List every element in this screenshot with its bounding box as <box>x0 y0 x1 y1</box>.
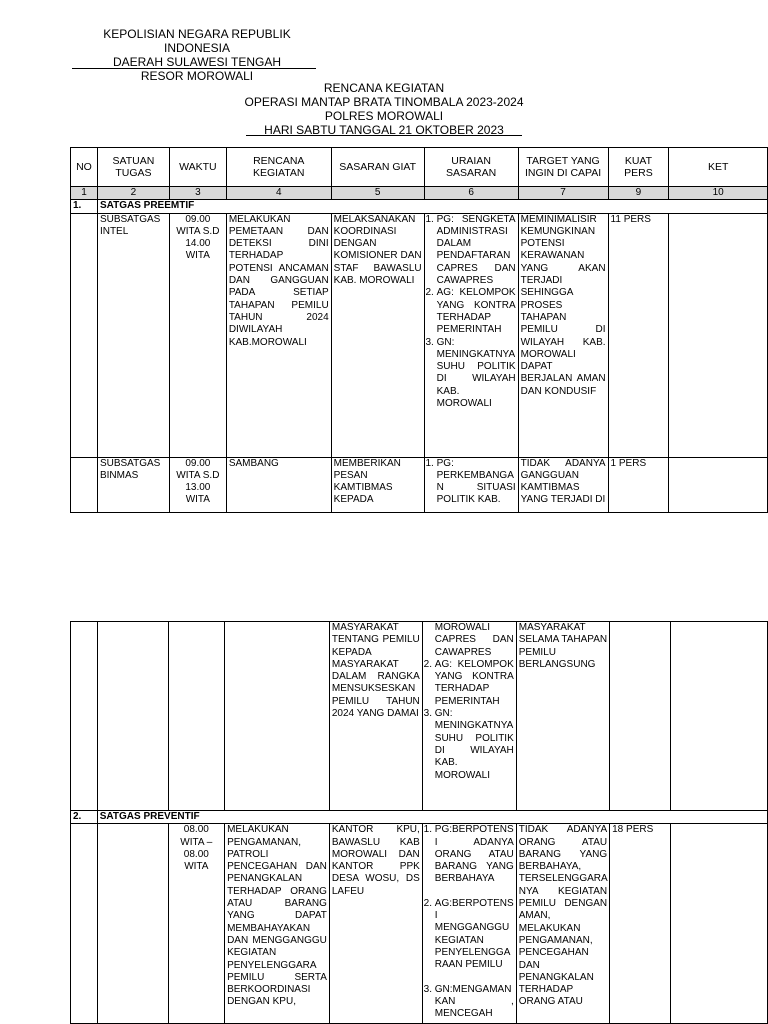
section-title: SATGAS PREEMTIF <box>97 200 767 213</box>
plan-line-3: POLRES MOROWALI <box>324 109 444 123</box>
time-cell: 08.00 WITA – 08.00 WITA <box>168 824 225 1024</box>
notes-cell <box>670 622 767 811</box>
table-row <box>71 824 768 1024</box>
row-number <box>71 457 98 512</box>
col-goal: TARGET YANG INGIN DI CAPAI <box>518 148 608 187</box>
time-cell: 09.00 WITA S.D 13.00 WITA <box>169 457 226 512</box>
unit-cell: SUBSATGAS BINMAS <box>97 457 169 512</box>
col-no: NO <box>71 148 98 187</box>
column-number-row <box>71 187 768 200</box>
plan-underline <box>246 135 522 136</box>
section-title: SATGAS PREVENTIF <box>97 811 767 824</box>
time-cell <box>168 622 225 811</box>
col-number: 4 <box>226 187 331 200</box>
detail-item: 3. GN: MENINGKATNYA SUHU POLITIK DI WILAYAH KAB. MOROWALI <box>435 708 514 782</box>
pers-cell <box>610 622 670 811</box>
detail-item: 1. PG: SENGKETA ADMINISTRASI DALAM PENDAFTARAN CAPRES DAN CAWAPRES <box>437 214 516 288</box>
detail-item: 2. AG: KELOMPOK YANG KONTRA TERHADAP PEMERINTAH <box>437 287 516 336</box>
section-number: 1. <box>71 200 98 213</box>
col-time: WAKTU <box>169 148 226 187</box>
table-row <box>71 457 768 512</box>
details-cell <box>424 457 518 512</box>
activity-cell: SAMBANG <box>226 457 331 512</box>
detail-item: 3. GN:MENGAMAN KAN , MENCEGAH <box>435 984 514 1021</box>
activity-table-page-1 <box>70 147 768 513</box>
details-cell <box>422 622 516 811</box>
plan-line-2: OPERASI MANTAP BRATA TINOMBALA 2023-2024 <box>244 95 524 109</box>
pers-cell: 1 PERS <box>608 457 669 512</box>
detail-continuation: MOROWALI CAPRES DAN CAWAPRES <box>434 622 514 658</box>
activity-cell: MELAKUKAN PEMETAAN DAN DETEKSI DINI TERHADAP POTENSI ANCAMAN DAN GANGGUAN PADA SETIAP TAHAPAN PEMILU TAHUN 2024 DIWILAYAH KAB.MOROWALI <box>226 213 331 457</box>
pers-cell: 18 PERS <box>610 824 670 1024</box>
goal-cell: TIDAK ADANYA GANGGUAN KAMTIBMAS YANG TERJADI DI <box>518 457 608 512</box>
section-row <box>71 200 768 213</box>
col-number: 1 <box>71 187 98 200</box>
section-row <box>71 811 768 824</box>
detail-item: 2. AG:BERPOTENS I MENGGANGGU KEGIATAN PENYELENGGA RAAN PEMILU <box>435 898 514 972</box>
col-notes: KET <box>669 148 768 187</box>
target-cell: KANTOR KPU, BAWASLU KAB MOROWALI DAN KANTOR PPK DESA WOSU, DS LAFEU <box>329 824 422 1024</box>
col-unit: SATUAN TUGAS <box>97 148 169 187</box>
plan-line-4: HARI SABTU TANGGAL 21 OKTOBER 2023 <box>264 123 504 137</box>
detail-item: 1. PG: PERKEMBANGA N SITUASI POLITIK KAB. <box>437 458 516 507</box>
col-activity: RENCANA KEGIATAN <box>226 148 331 187</box>
table-row <box>71 213 768 457</box>
goal-cell: TIDAK ADANYA ORANG ATAU BARANG YANG BERBAHAYA, TERSELENGGARA NYA KEGIATAN PEMILU DENGAN AMAN, MELAKUKAN PENGAMANAN, PENCEGAHAN DAN PENANGKALAN TERHADAP ORANG ATAU <box>516 824 609 1024</box>
col-number: 7 <box>518 187 608 200</box>
details-cell <box>424 213 518 457</box>
col-number: 6 <box>424 187 518 200</box>
plan-title <box>240 81 528 137</box>
unit-cell: SUBSATGAS INTEL <box>97 213 169 457</box>
org-line-1: KEPOLISIAN NEGARA REPUBLIK INDONESIA <box>103 27 291 55</box>
col-details: URAIAN SASARAN <box>424 148 518 187</box>
org-line-2: DAERAH SULAWESI TENGAH <box>112 55 282 69</box>
goal-cell: MEMINIMALISIR KEMUNGKINAN POTENSI KERAWANAN YANG AKAN TERJADI SEHINGGA PROSES TAHAPAN PEMILU DI WILAYAH KAB. MOROWALI DAPAT BERJALAN AMAN DAN KONDUSIF <box>518 213 608 457</box>
col-number: 3 <box>169 187 226 200</box>
goal-cell: MASYARAKAT SELAMA TAHAPAN PEMILU BERLANGSUNG <box>516 622 609 811</box>
notes-cell <box>670 824 767 1024</box>
row-number <box>71 622 98 811</box>
col-pers: KUAT PERS <box>608 148 669 187</box>
notes-cell <box>669 457 768 512</box>
table-row-continued <box>71 622 768 811</box>
target-cell: MELAKSANAKAN KOORDINASI DENGAN KOMISIONER DAN STAF BAWASLU KAB. MOROWALI <box>331 213 424 457</box>
pers-cell: 11 PERS <box>608 213 669 457</box>
row-number <box>71 824 98 1024</box>
col-target: SASARAN GIAT <box>331 148 424 187</box>
notes-cell <box>669 213 768 457</box>
plan-line-1: RENCANA KEGIATAN <box>323 81 445 95</box>
col-number: 5 <box>331 187 424 200</box>
unit-cell <box>97 824 168 1024</box>
col-number: 10 <box>669 187 768 200</box>
activity-cell: MELAKUKAN PENGAMANAN, PATROLI PENCEGAHAN DAN PENANGKALAN TERHADAP ORANG ATAU BARANG YANG DAPAT MEMBAHAYAKAN DAN MENGGANGGU KEGIATAN PENYELENGGARA PEMILU SERTA BERKOORDINASI DENGAN KPU, <box>225 824 330 1024</box>
section-number: 2. <box>71 811 98 824</box>
organization-header <box>72 27 322 83</box>
detail-item: 2. AG: KELOMPOK YANG KONTRA TERHADAP PEMERINTAH <box>435 659 514 708</box>
detail-item: 1. PG:BERPOTENS I ADANYA ORANG ATAU BARANG YANG BERBAHAYA <box>435 824 514 885</box>
column-header-row <box>71 148 768 187</box>
row-number <box>71 213 98 457</box>
org-underline <box>72 68 316 69</box>
col-number: 9 <box>608 187 669 200</box>
detail-item: 3. GN: MENINGKATNYA SUHU POLITIK DI WILAYAH KAB. MOROWALI <box>437 337 516 411</box>
unit-cell <box>97 622 168 811</box>
target-cell: MEMBERIKAN PESAN KAMTIBMAS KEPADA <box>331 457 424 512</box>
target-cell: MASYARAKAT TENTANG PEMILU KEPADA MASYARAKAT DALAM RANGKA MENSUKSESKAN PEMILU TAHUN 2024 YANG DAMAI <box>329 622 422 811</box>
time-cell: 09.00 WITA S.D 14.00 WITA <box>169 213 226 457</box>
org-line-3: RESOR MOROWALI <box>140 69 254 83</box>
activity-cell <box>225 622 330 811</box>
details-cell <box>422 824 516 1024</box>
col-number: 2 <box>97 187 169 200</box>
activity-table-page-2 <box>70 621 768 1024</box>
